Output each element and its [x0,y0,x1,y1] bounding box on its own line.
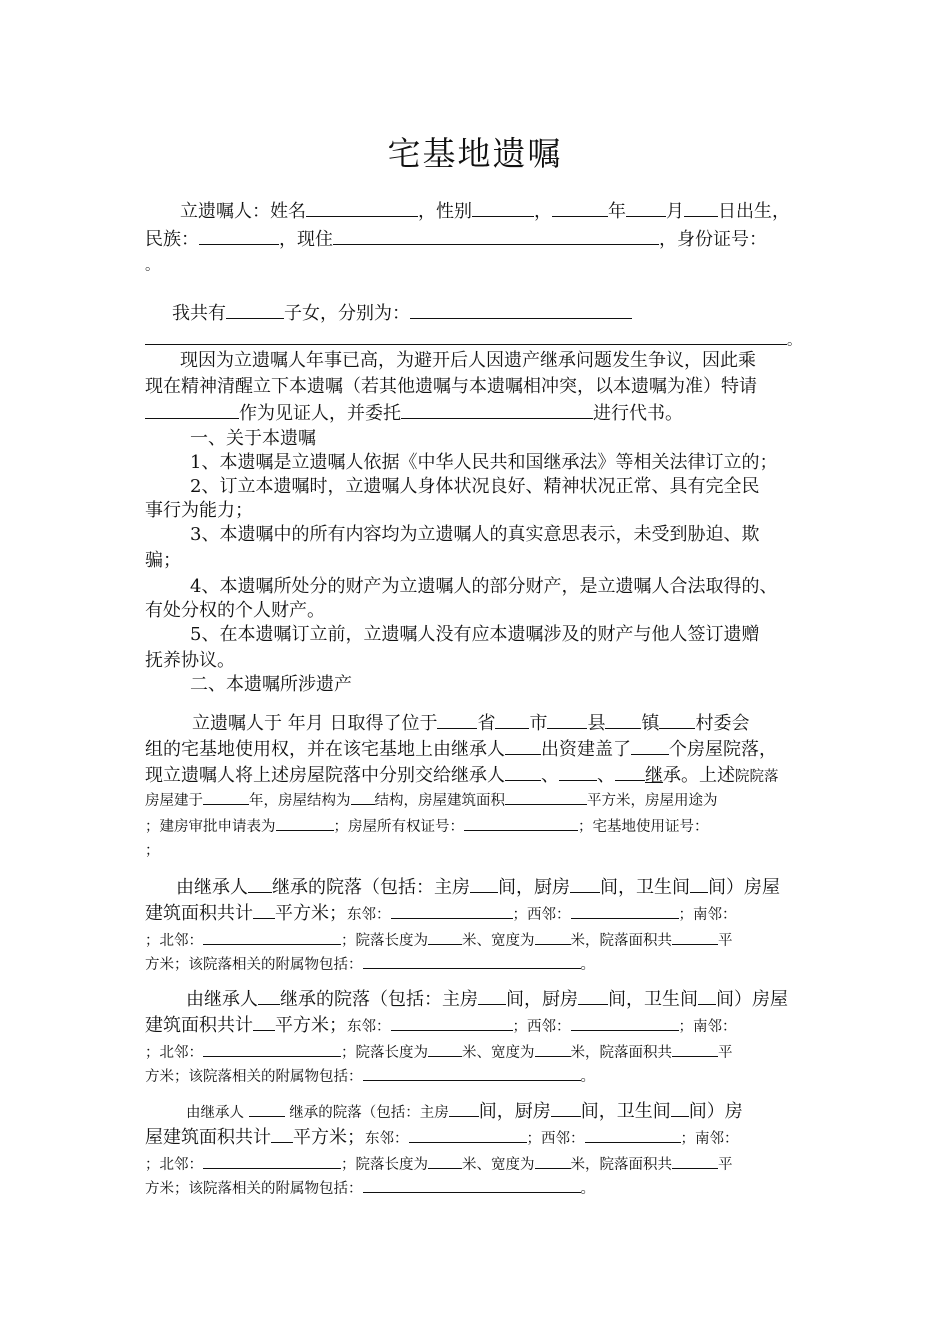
courtyard-1-line-2: 建筑面积共计 平方米；东邻： ；西邻： ；南邻： [145,900,737,928]
courtyard-1-line-1: 由继承人 继承的院落（包括：主房 间，厨房 间，卫生间 间）房屋 [176,874,780,901]
clause-5a: 5、在本遗嘱订立前，立遗嘱人没有应本遗嘱涉及的财产与他人签订遗赠 [190,624,760,645]
courtyard-2-north-blank[interactable] [203,1038,341,1057]
children-names-blank[interactable] [410,300,632,319]
floor-area-blank[interactable] [505,786,587,805]
courtyard-2-heir-blank[interactable] [258,986,280,1005]
clause-4b: 有处分权的个人财产。 [145,600,325,621]
courtyard-2-yard-area-blank[interactable] [672,1038,718,1057]
courtyard-2-west-blank[interactable] [571,1012,679,1031]
courtyard-1-main-rooms-blank[interactable] [470,874,498,893]
courtyard-2-length-blank[interactable] [428,1038,462,1057]
estate-line-6: ； [145,843,160,859]
courtyard-3-attachments-blank[interactable] [363,1174,581,1193]
clause-2a: 2、订立本遗嘱时，立遗嘱人身体状况良好、精神状况正常、具有完全民 [190,476,760,497]
courtyard-3-width-blank[interactable] [535,1150,571,1169]
clause-5b: 抚养协议。 [145,650,235,671]
courtyard-1-east-blank[interactable] [391,900,513,919]
courtyard-3-line-4: 方米；该院落相关的附属物包括： 。 [145,1174,595,1202]
courtyard-3-area-blank[interactable] [271,1124,293,1143]
section1-heading: 一、关于本遗嘱 [190,428,316,449]
courtyard-3-line-3: ；北邻： ；院落长度为 米、宽度为 米，院落面积共 平 [145,1150,733,1178]
courtyard-2-width-blank[interactable] [535,1038,571,1057]
clause-2b: 事行为能力； [145,500,253,521]
courtyard-2-kitchen-blank[interactable] [578,986,608,1005]
courtyard-1-area-blank[interactable] [253,900,275,919]
ethnicity-blank[interactable] [199,226,279,245]
birth-month-blank[interactable] [626,198,666,217]
courtyard-2-east-blank[interactable] [391,1012,513,1031]
intro-line-3: 。 [145,258,160,274]
heir-2-blank[interactable] [559,762,597,781]
estate-line-1: 立遗嘱人于 年月 日取得了位于 省 市 县 镇 村委会 [192,710,749,737]
heir-1-blank[interactable] [505,762,541,781]
courtyard-1-line-3: ；北邻： ；院落长度为 米、宽度为 米，院落面积共 平 [145,926,733,954]
reason-line-1: 现因为立遗嘱人年事已高，为避开后人因遗产继承问题发生争议，因此乘 [180,350,756,371]
document-title: 宅基地遗嘱 [387,134,563,173]
courtyard-1-length-blank[interactable] [428,926,462,945]
courtyard-1-west-blank[interactable] [571,900,679,919]
town-blank[interactable] [605,710,641,729]
courtyard-2-bathroom-blank[interactable] [698,986,716,1005]
estate-line-3: 现立遗嘱人将上述房屋院落中分别交给继承人 、 、 继承。上述院院落 [145,762,779,790]
courtyard-2-main-rooms-blank[interactable] [478,986,506,1005]
proxy-blank[interactable] [401,400,593,419]
courtyard-count-blank[interactable] [631,736,669,755]
section2-heading: 二、本遗嘱所涉遗产 [190,674,352,695]
courtyard-1-attachments-blank[interactable] [363,950,581,969]
children-names-blank-2[interactable] [145,326,787,345]
courtyard-3-yard-area-blank[interactable] [672,1150,718,1169]
structure-blank[interactable] [351,786,375,805]
courtyard-2-area-blank[interactable] [253,1012,275,1031]
courtyard-1-width-blank[interactable] [535,926,571,945]
courtyard-3-bathroom-blank[interactable] [671,1098,689,1117]
courtyard-2-line-3: ；北邻： ；院落长度为 米、宽度为 米，院落面积共 平 [145,1038,733,1066]
builder-heir-blank[interactable] [505,736,541,755]
birth-year-blank[interactable] [552,198,608,217]
courtyard-3-line-1: 由继承人 继承的院落（包括：主房 间，厨房 间，卫生间 间）房 [186,1098,743,1126]
courtyard-3-length-blank[interactable] [428,1150,462,1169]
approval-form-blank[interactable] [276,812,334,831]
gender-blank[interactable] [472,198,534,217]
intro-line-1: 立遗嘱人：姓名 ，性别 ， 年 月 日出生， [180,198,790,225]
ownership-cert-blank[interactable] [464,812,578,831]
clause-3a: 3、本遗嘱中的所有内容均为立遗嘱人的真实意思表示，未受到胁迫、欺 [190,524,760,545]
courtyard-3-north-blank[interactable] [203,1150,341,1169]
clause-3b: 骗； [145,550,181,571]
county-blank[interactable] [547,710,587,729]
courtyard-2-line-4: 方米；该院落相关的附属物包括： 。 [145,1062,595,1090]
clause-4a: 4、本遗嘱所处分的财产为立遗嘱人的部分财产，是立遗嘱人合法取得的、 [190,576,778,597]
village-blank[interactable] [659,710,695,729]
build-year-blank[interactable] [203,786,249,805]
courtyard-3-kitchen-blank[interactable] [551,1098,581,1117]
reason-line-2: 现在精神清醒立下本遗嘱（若其他遗嘱与本遗嘱相冲突，以本遗嘱为准）特请 [145,376,757,397]
children-count-blank[interactable] [226,300,284,319]
children-line-2: 。 [145,326,802,354]
courtyard-1-north-blank[interactable] [203,926,341,945]
courtyard-3-heir-blank[interactable] [249,1098,285,1117]
estate-line-2: 组的宅基地使用权，并在该宅基地上由继承人 出资建盖了 个房屋院落， [145,736,777,763]
heir-3-blank[interactable] [615,762,645,781]
courtyard-3-main-rooms-blank[interactable] [449,1098,479,1117]
courtyard-2-line-2: 建筑面积共计 平方米；东邻： ；西邻： ；南邻： [145,1012,737,1040]
children-line-1: 我共有 子女，分别为： [172,300,632,327]
birth-day-blank[interactable] [684,198,718,217]
estate-line-5: ；建房审批申请表为 ；房屋所有权证号： ；宅基地使用证号： [145,812,709,840]
clause-1: 1、本遗嘱是立遗嘱人依据《中华人民共和国继承法》等相关法律订立的； [190,452,778,473]
name-blank[interactable] [306,198,418,217]
courtyard-3-line-2: 屋建筑面积共计 平方米；东邻： ；西邻： ；南邻： [145,1124,739,1152]
courtyard-2-attachments-blank[interactable] [363,1062,581,1081]
courtyard-1-heir-blank[interactable] [248,874,272,893]
courtyard-1-kitchen-blank[interactable] [570,874,600,893]
intro-line-2: 民族： ，现住 ，身份证号： [145,226,767,253]
courtyard-1-bathroom-blank[interactable] [690,874,708,893]
province-blank[interactable] [437,710,477,729]
courtyard-3-east-blank[interactable] [409,1124,527,1143]
courtyard-2-line-1: 由继承人 继承的院落（包括：主房 间，厨房 间，卫生间 间）房屋 [186,986,788,1013]
courtyard-1-yard-area-blank[interactable] [672,926,718,945]
city-blank[interactable] [495,710,529,729]
reason-line-3: 作为见证人，并委托 进行代书。 [145,400,683,427]
courtyard-1-line-4: 方米；该院落相关的附属物包括： 。 [145,950,595,978]
witness-blank[interactable] [145,400,239,419]
courtyard-3-west-blank[interactable] [585,1124,681,1143]
estate-line-4: 房屋建于 年，房屋结构为 结构，房屋建筑面积 平方米，房屋用途为 [145,786,718,814]
address-blank[interactable] [333,226,659,245]
